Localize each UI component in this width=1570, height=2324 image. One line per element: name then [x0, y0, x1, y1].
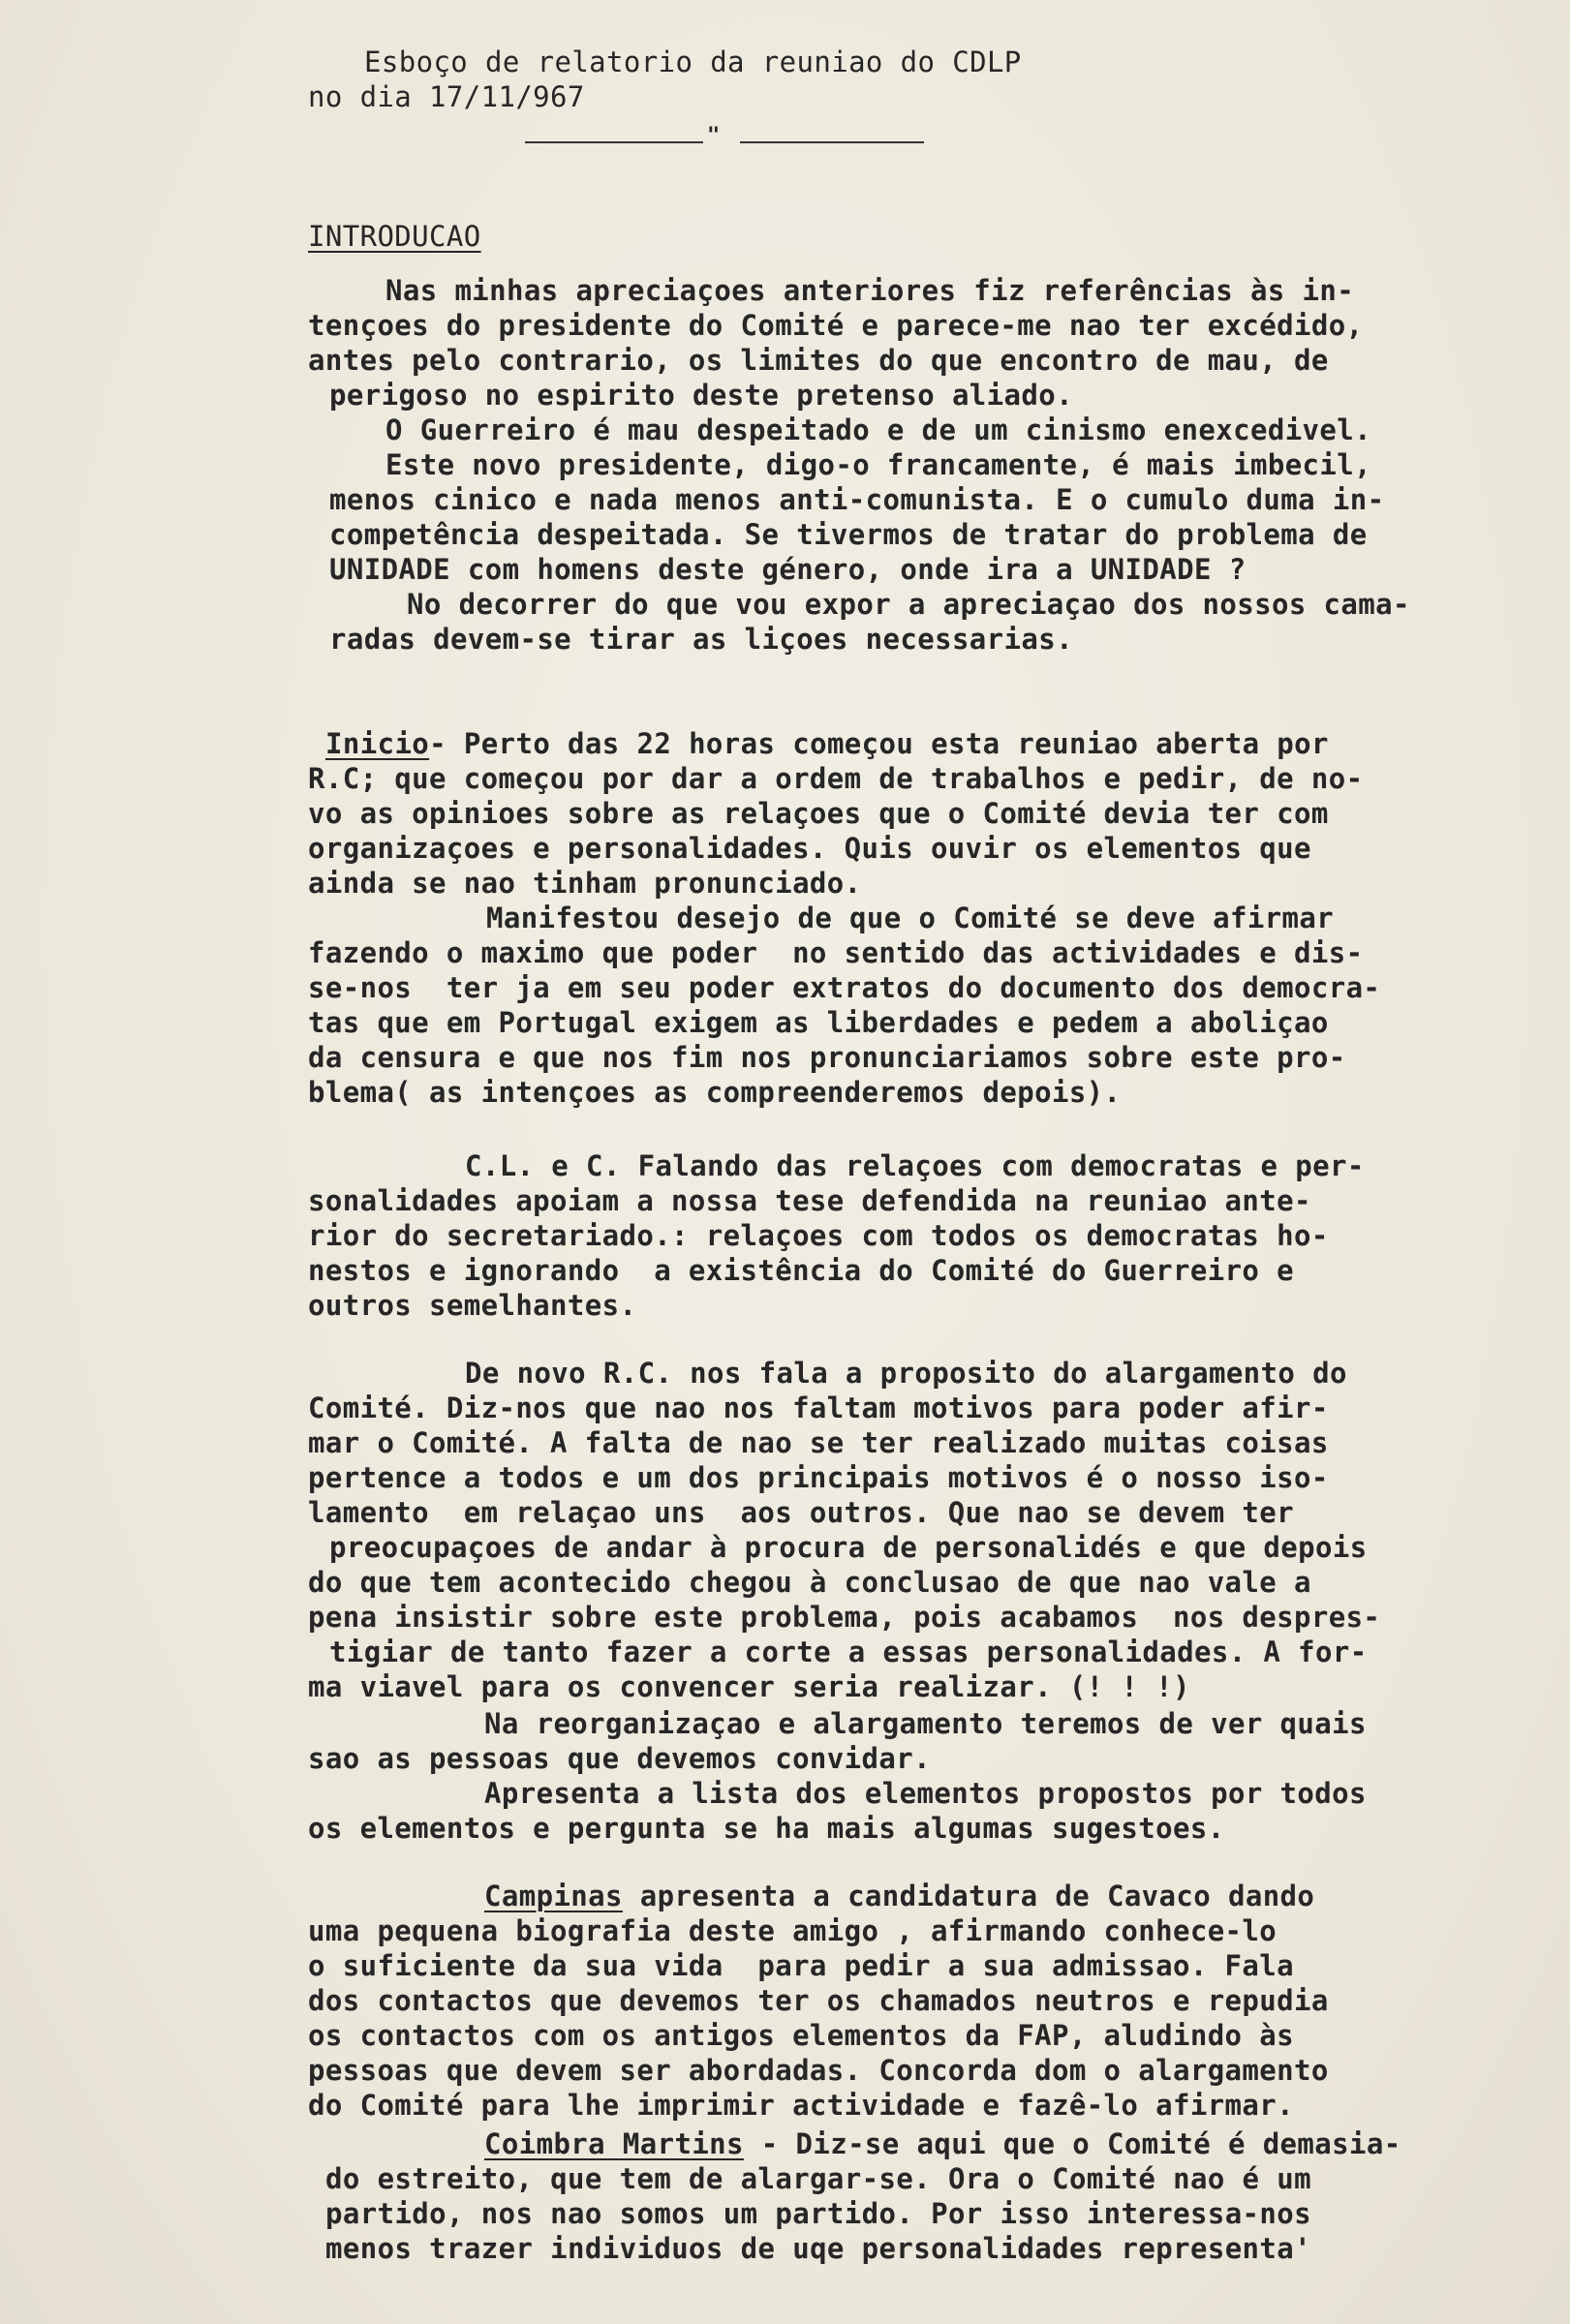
intro-line: Este novo presidente, digo-o francamente, é mais imbecil,	[385, 448, 1371, 481]
coimbra-line: menos trazer individuos de uqe personalidades representa'	[325, 2232, 1311, 2265]
coimbra-first-line-text: - Diz-se aqui que o Comité é demasia-	[743, 2127, 1401, 2160]
rc-line: Apresenta a lista dos elementos propostos por todos	[484, 1777, 1367, 1810]
coimbra-line: do estreito, que tem de alargar-se. Ora o Comité nao é um	[325, 2162, 1311, 2195]
rc-line: De novo R.C. nos fala a proposito do alargamento do	[465, 1357, 1347, 1390]
inicio-line: fazendo o maximo que poder no sentido das actividades e dis-	[308, 936, 1364, 969]
campinas-name: Campinas	[484, 1880, 623, 1912]
rc-line: ma viavel para os convencer seria realizar. (! ! !)	[308, 1670, 1190, 1703]
campinas-line: o suficiente da sua vida para pedir a sua admissao. Fala	[308, 1949, 1294, 1982]
inicio-line: vo as opinioes sobre as relaçoes que o Comité devia ter com	[308, 797, 1329, 830]
rc-line: lamento em relaçao uns aos outros. Que nao se devem ter	[308, 1496, 1294, 1529]
intro-line: menos cinico e nada menos anti-comunista. E o cumulo duma in-	[329, 483, 1385, 516]
intro-line: tençoes do presidente do Comité e parece-me nao ter excédido,	[308, 309, 1364, 342]
inicio-first-line	[325, 726, 1329, 761]
rc-line: Na reorganizaçao e alargamento teremos de ver quais	[484, 1707, 1367, 1740]
rc-line: sao as pessoas que devemos convidar.	[308, 1742, 931, 1775]
campinas-first-line	[484, 1879, 1314, 1913]
rc-line: pena insistir sobre este problema, pois acabamos nos despres-	[308, 1601, 1381, 1634]
rc-line: do que tem acontecido chegou à conclusao de que nao vale a	[308, 1566, 1311, 1599]
campinas-first-line-text: apresenta a candidatura de Cavaco dando	[622, 1880, 1315, 1912]
cl-line: outros semelhantes.	[308, 1289, 637, 1322]
coimbra-name: Coimbra Martins	[484, 2127, 744, 2160]
rc-line: os elementos e pergunta se ha mais algumas sugestoes.	[308, 1812, 1225, 1845]
intro-line: UNIDADE com homens deste género, onde ira a UNIDADE ?	[329, 553, 1247, 586]
report-date: no dia 17/11/967	[308, 80, 585, 113]
cl-line: sonalidades apoiam a nossa tese defendida na reuniao ante-	[308, 1184, 1311, 1217]
inicio-line: blema( as intençoes as compreenderemos depois).	[308, 1076, 1122, 1109]
cl-line: C.L. e C. Falando das relaçoes com democratas e per-	[465, 1149, 1365, 1182]
campinas-line: uma pequena biografia deste amigo , afirmando conhece-lo	[308, 1914, 1278, 1947]
separator-ditto-mark: "	[707, 124, 721, 148]
inicio-line: tas que em Portugal exigem as liberdades e pedem a aboliçao	[308, 1006, 1329, 1039]
inicio-line: se-nos ter ja em seu poder extratos do documento dos democra-	[308, 971, 1381, 1004]
rc-line: mar o Comité. A falta de nao se ter realizado muitas coisas	[308, 1426, 1329, 1459]
intro-line: O Guerreiro é mau despeitado e de um cinismo enexcedivel.	[385, 413, 1371, 446]
intro-line: perigoso no espirito deste pretenso aliado.	[329, 379, 1073, 412]
campinas-line: do Comité para lhe imprimir actividade e fazê-lo afirmar.	[308, 2089, 1294, 2122]
intro-line: No decorrer do que vou expor a apreciaçao dos nossos cama-	[407, 588, 1410, 621]
rc-line: preocupaçoes de andar à procura de personalidés e que depois	[329, 1531, 1368, 1564]
campinas-line: pessoas que devem ser abordadas. Concorda dom o alargamento	[308, 2054, 1329, 2087]
rc-line: tigiar de tanto fazer a corte a essas personalidades. A for-	[329, 1636, 1368, 1668]
rc-line: pertence a todos e um dos principais motivos é o nosso iso-	[308, 1461, 1329, 1494]
separator-rule-right	[740, 141, 924, 143]
coimbra-line: partido, nos nao somos um partido. Por isso interessa-nos	[325, 2197, 1311, 2230]
intro-heading: INTRODUCAO	[308, 220, 481, 253]
separator-rule-left	[525, 141, 703, 143]
inicio-line: Manifestou desejo de que o Comité se deve afirmar	[486, 902, 1335, 934]
cl-line: rior do secretariado.: relaçoes com todos os democratas ho-	[308, 1219, 1329, 1252]
coimbra-first-line	[484, 2126, 1401, 2161]
intro-line: antes pelo contrario, os limites do que encontro de mau, de	[308, 344, 1329, 377]
intro-line: Nas minhas apreciaçoes anteriores fiz referências às in-	[385, 274, 1355, 307]
rc-line: Comité. Diz-nos que nao nos faltam motivos para poder afir-	[308, 1391, 1329, 1424]
report-title: Esboço de relatorio da reuniao do CDLP	[364, 46, 1022, 78]
inicio-heading: Inicio	[325, 727, 430, 760]
intro-line: competência despeitada. Se tivermos de tratar do problema de	[329, 518, 1368, 551]
intro-line: radas devem-se tirar as liçoes necessarias.	[329, 623, 1073, 656]
inicio-line: R.C; que começou por dar a ordem de trabalhos e pedir, de no-	[308, 762, 1364, 795]
inicio-line: ainda se nao tinham pronunciado.	[308, 867, 862, 900]
campinas-line: dos contactos que devemos ter os chamados neutros e repudia	[308, 1984, 1329, 2017]
inicio-line: da censura e que nos fim nos pronunciariamos sobre este pro-	[308, 1041, 1346, 1074]
cl-line: nestos e ignorando a existência do Comité do Guerreiro e	[308, 1254, 1294, 1287]
inicio-line: organizaçoes e personalidades. Quis ouvir os elementos que	[308, 832, 1311, 865]
campinas-line: os contactos com os antigos elementos da FAP, aludindo às	[308, 2019, 1294, 2052]
inicio-first-line-text: - Perto das 22 horas começou esta reuniao aberta por	[429, 727, 1329, 760]
